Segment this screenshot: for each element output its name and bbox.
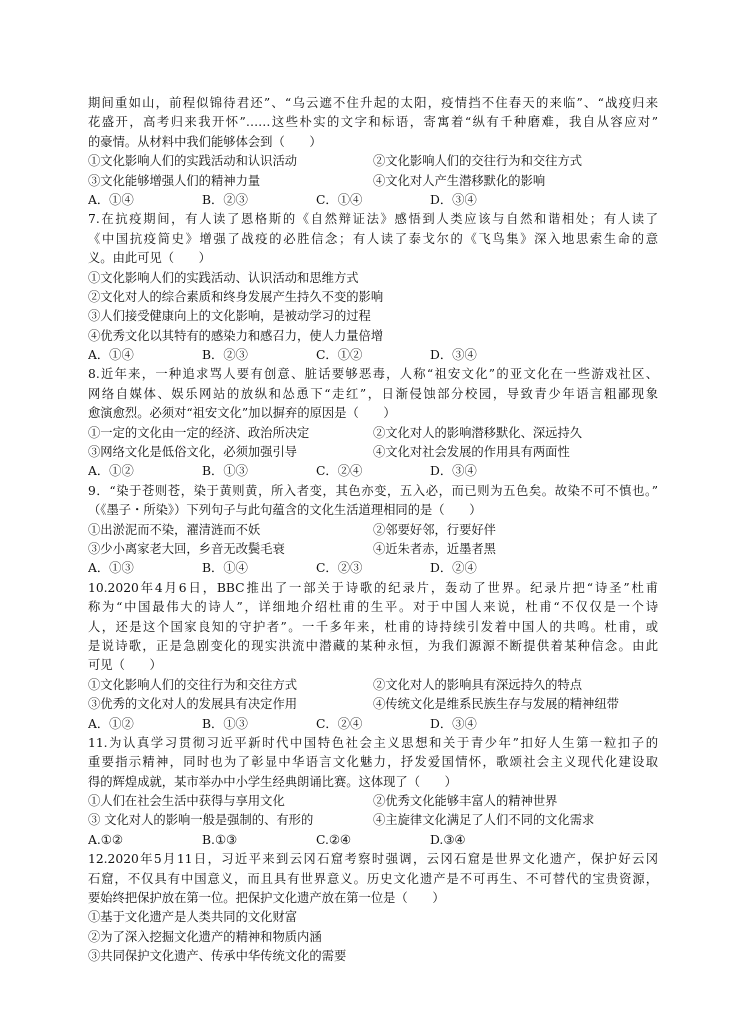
option-2: ②文化对人的综合素质和终身发展产生持久不变的影响: [88, 289, 384, 304]
answer-b: B．②③: [202, 192, 248, 207]
option-3: ③网络文化是低俗文化，必须加强引导: [88, 445, 298, 460]
answer-d: D．③④: [430, 192, 477, 207]
answer-b: B.①③: [202, 832, 237, 847]
question-stem-line: 12.2020年5月11日，习近平来到云冈石窟考察时强调，云冈石窟是世界文化遗产，保护好云冈: [88, 852, 658, 867]
option-row: [88, 521, 658, 540]
answer-d: D.③④: [430, 832, 466, 847]
answer-b: B．①④: [202, 561, 248, 576]
answer-d: D．②④: [430, 561, 477, 576]
option-2: ②文化影响人们的交往行为和交往方式: [373, 154, 583, 169]
question-stem-line: 重要指示精神，同时也为了彰显中华语言文化魅力，抒发爱国情怀，歌颂社会主义现代化建设取: [88, 755, 658, 770]
option-row: [88, 443, 658, 462]
question-stem-line: 要始终把保护放在第一位。把保护文化遗产放在第一位是（ ）: [88, 891, 445, 906]
question-8: [88, 365, 658, 481]
option-row: [88, 792, 658, 811]
option-1: ①出淤泥而不染，濯清涟而不妖: [88, 522, 261, 537]
answer-b: B．②③: [202, 348, 248, 363]
option-row: [88, 152, 658, 171]
answer-c: C．①②: [316, 348, 363, 363]
option-row: [88, 172, 658, 191]
option-1: ①文化影响人们的实践活动和认识活动: [88, 154, 298, 169]
answer-d: D．③④: [430, 464, 477, 479]
question-stem-line: 得的辉煌成就，某市举办中小学生经典朗诵比赛。这体现了（ ）: [88, 774, 457, 789]
question-stem-line: 网络自媒体、娱乐网站的放纵和怂恿下“走红”，日渐侵蚀部分校园，导致青少年语言粗鄙现象: [88, 386, 658, 401]
answer-row: [88, 462, 658, 481]
answer-c: C．②③: [316, 561, 363, 576]
question-stem-line: 8.近年来，一种追求骂人要有创意、脏话要够恶毒，人称“祖安文化”的亚文化在一些游戏社区、: [88, 367, 658, 382]
question-6: [88, 94, 658, 210]
option-row: [88, 424, 658, 443]
question-stem-line: 10.2020年4月6日，BBC推出了一部关于诗歌的纪录片，轰动了世界。纪录片把“诗圣”杜甫: [88, 580, 658, 595]
option-row: [88, 676, 658, 695]
option-4: ④传统文化是维系民族生存与发展的精神纽带: [373, 697, 619, 712]
answer-a: A．①④: [88, 192, 134, 207]
option-4: ④主旋律文化满足了人们不同的文化需求: [373, 813, 595, 828]
question-stem-line: 7.在抗疫期间，有人读了恩格斯的《自然辩证法》感悟到人类应该与自然和谐相处；有人读了: [88, 212, 658, 227]
question-11: [88, 734, 658, 850]
option-1: ①文化影响人们的交往行为和交往方式: [88, 677, 298, 692]
option-3: ③优秀的文化对人的发展具有决定作用: [88, 697, 298, 712]
question-stem-line: 人，还是这个国家良知的守护者”。一千多年来，杜甫的诗持续引发着中国人的共鸣。杜甫，或: [88, 619, 658, 634]
option-3: ③ 文化对人的影响一般是强制的、有形的: [88, 813, 314, 828]
answer-a: A．①②: [88, 716, 134, 731]
answer-c: C．②④: [316, 716, 363, 731]
question-10: [88, 579, 658, 734]
question-stem-line: 义。由此可见（ ）: [88, 251, 211, 266]
question-stem-line: 称为“中国最伟大的诗人”，详细地介绍杜甫的生平。对于中国人来说，杜甫“不仅仅是一个诗: [88, 600, 658, 615]
answer-a: A．①③: [88, 561, 134, 576]
answer-row: [88, 831, 658, 850]
option-2: ②文化对人的影响具有深远持久的特点: [373, 677, 583, 692]
question-stem-line: 的豪情。从材料中我们能够体会到（ ）: [88, 134, 322, 149]
question-stem-line: 9．“染于苍则苍，染于黄则黄，所入者变，其色亦变，五入必，而已则为五色矣。故染不可不慎也。”: [88, 483, 658, 498]
answer-d: D．③④: [430, 348, 477, 363]
answer-b: B．①③: [202, 464, 248, 479]
answer-c: C．①④: [316, 192, 363, 207]
option-row: [88, 811, 658, 830]
answer-a: A．①②: [88, 464, 134, 479]
option-1: ①人们在社会生活中获得与享用文化: [88, 794, 285, 809]
question-stem-line: 期间重如山，前程似锦待君还”、“乌云遮不住升起的太阳，疫情挡不住春天的来临”、“战疫归来: [88, 96, 658, 110]
answer-b: B．①③: [202, 716, 248, 731]
option-3: ③人们接受健康向上的文化影响，是被动学习的过程: [88, 309, 371, 324]
option-4: ④文化对社会发展的作用具有两面性: [373, 445, 570, 460]
option-2: ②文化对人的影响潜移默化、深远持久: [373, 425, 583, 440]
question-stem-line: 《中国抗疫简史》增强了战疫的必胜信念；有人读了泰戈尔的《飞鸟集》深入地思索生命的意: [88, 231, 658, 246]
option-3: ③少小离家老大回，乡音无改鬓毛衰: [88, 541, 285, 556]
exam-content: [88, 94, 658, 967]
question-stem-line: 可见（ ）: [88, 658, 162, 673]
option-3: ③共同保护文化遗产、传承中华传统文化的需要: [88, 949, 347, 964]
question-stem-line: 花盛开，高考归来我开怀”……这些朴实的文字和标语，寄寓着“纵有千种磨难，我自从容应对”: [88, 115, 658, 130]
question-9: [88, 482, 658, 579]
answer-c: C．②④: [316, 464, 363, 479]
answer-c: C.②④: [316, 832, 351, 847]
option-2: ②优秀文化能够丰富人的精神世界: [373, 794, 558, 809]
question-stem-line: （《墨子・所染》）下列句子与此句蕴含的文化生活道理相同的是（ ）: [88, 503, 482, 518]
question-stem-line: 11.为认真学习贯彻习近平新时代中国特色社会主义思想和关于青少年”扣好人生第一粒扣子的: [88, 735, 658, 750]
answer-row: [88, 715, 658, 734]
option-1: ①基于文化遗产是人类共同的文化财富: [88, 910, 298, 925]
answer-row: [88, 191, 658, 210]
question-stem-line: 是说诗歌，正是急剧变化的现实洪流中潜藏的某种永恒，为我们源源不断提供着某种信念。由此: [88, 638, 658, 653]
option-4: ④文化对人产生潜移默化的影响: [373, 173, 546, 188]
answer-a: A．①④: [88, 348, 134, 363]
question-7: [88, 210, 658, 365]
question-stem-line: 愈演愈烈。必须对“祖安文化”加以摒弃的原因是（ ）: [88, 406, 396, 421]
answer-row: [88, 346, 658, 365]
option-2: ②为了深入挖掘文化遗产的精神和物质内涵: [88, 929, 322, 944]
option-4: ④近朱者赤，近墨者黑: [373, 541, 496, 556]
option-1: ①文化影响人们的实践活动、认识活动和思维方式: [88, 270, 359, 285]
option-2: ②邻要好邻，行要好伴: [373, 522, 496, 537]
answer-a: A.①②: [88, 832, 123, 847]
option-4: ④优秀文化以其特有的感染力和感召力，使人力量倍增: [88, 328, 384, 343]
option-3: ③文化能够增强人们的精神力量: [88, 173, 261, 188]
answer-row: [88, 559, 658, 578]
option-row: [88, 540, 658, 559]
option-row: [88, 695, 658, 714]
question-12: [88, 850, 658, 966]
option-1: ①一定的文化由一定的经济、政治所决定: [88, 425, 310, 440]
question-stem-line: 石窟，不仅具有中国意义，而且具有世界意义。历史文化遗产是不可再生、不可替代的宝贵资源，: [88, 871, 658, 886]
answer-d: D．③④: [430, 716, 477, 731]
